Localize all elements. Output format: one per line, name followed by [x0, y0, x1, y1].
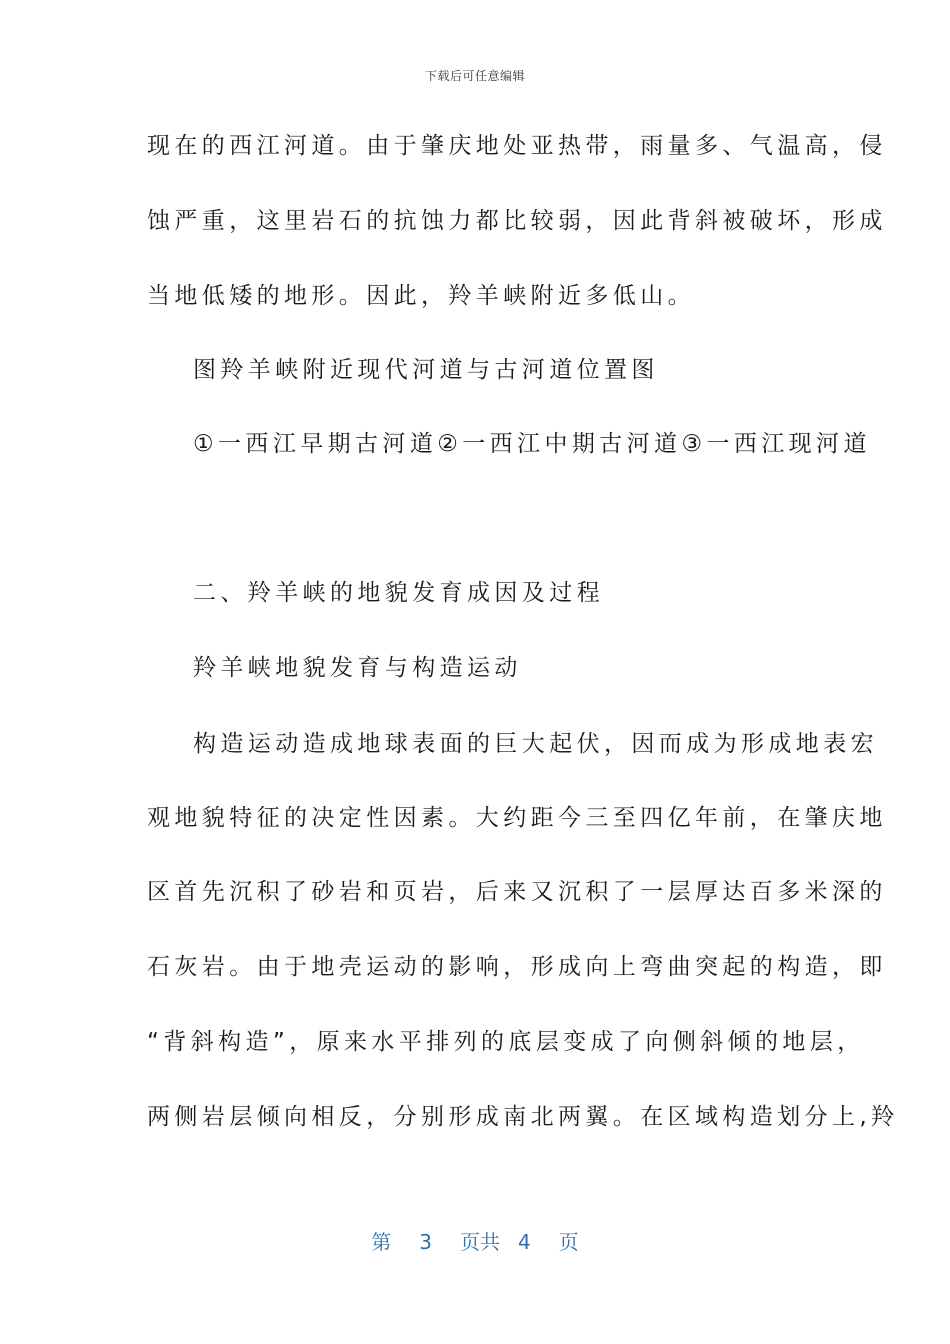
subsection-heading: 羚羊峡地貌发育与构造运动	[193, 655, 522, 681]
paragraph-line: 现在的西江河道。由于肇庆地处亚热带，雨量多、气温高，侵	[147, 133, 887, 159]
paragraph-line: 两侧岩层倾向相反，分别形成南北两翼。在区域构造划分上,羚	[147, 1104, 899, 1130]
footer-prefix: 第	[371, 1230, 392, 1254]
page-footer	[0, 1226, 950, 1255]
figure-caption: 图羚羊峡附近现代河道与古河道位置图	[193, 357, 659, 383]
footer-total-pages: 4	[518, 1230, 531, 1254]
footer-suffix: 页	[558, 1230, 579, 1254]
footer-middle: 页共	[460, 1230, 500, 1254]
header-note: 下载后可任意编辑	[424, 69, 525, 83]
paragraph-line: 石灰岩。由于地壳运动的影响，形成向上弯曲突起的构造，即	[147, 954, 887, 980]
paragraph-line: 蚀严重，这里岩石的抗蚀力都比较弱，因此背斜被破坏，形成	[147, 208, 887, 234]
footer-page-number: 3	[419, 1230, 432, 1254]
section-heading: 二、羚羊峡的地貌发育成因及过程	[193, 580, 604, 606]
paragraph-line: 构造运动造成地球表面的巨大起伏，因而成为形成地表宏	[193, 731, 878, 757]
figure-legend: ①一西江早期古河道②一西江中期古河道③一西江现河道	[193, 431, 871, 457]
paragraph-line: 区首先沉积了砂岩和页岩，后来又沉积了一层厚达百多米深的	[147, 879, 887, 905]
paragraph-line: 当地低矮的地形。因此，羚羊峡附近多低山。	[147, 283, 695, 309]
paragraph-line: 观地貌特征的决定性因素。大约距今三至四亿年前，在肇庆地	[147, 805, 887, 831]
paragraph-line: “背斜构造”，原来水平排列的底层变成了向侧斜倾的地层，	[147, 1029, 865, 1055]
